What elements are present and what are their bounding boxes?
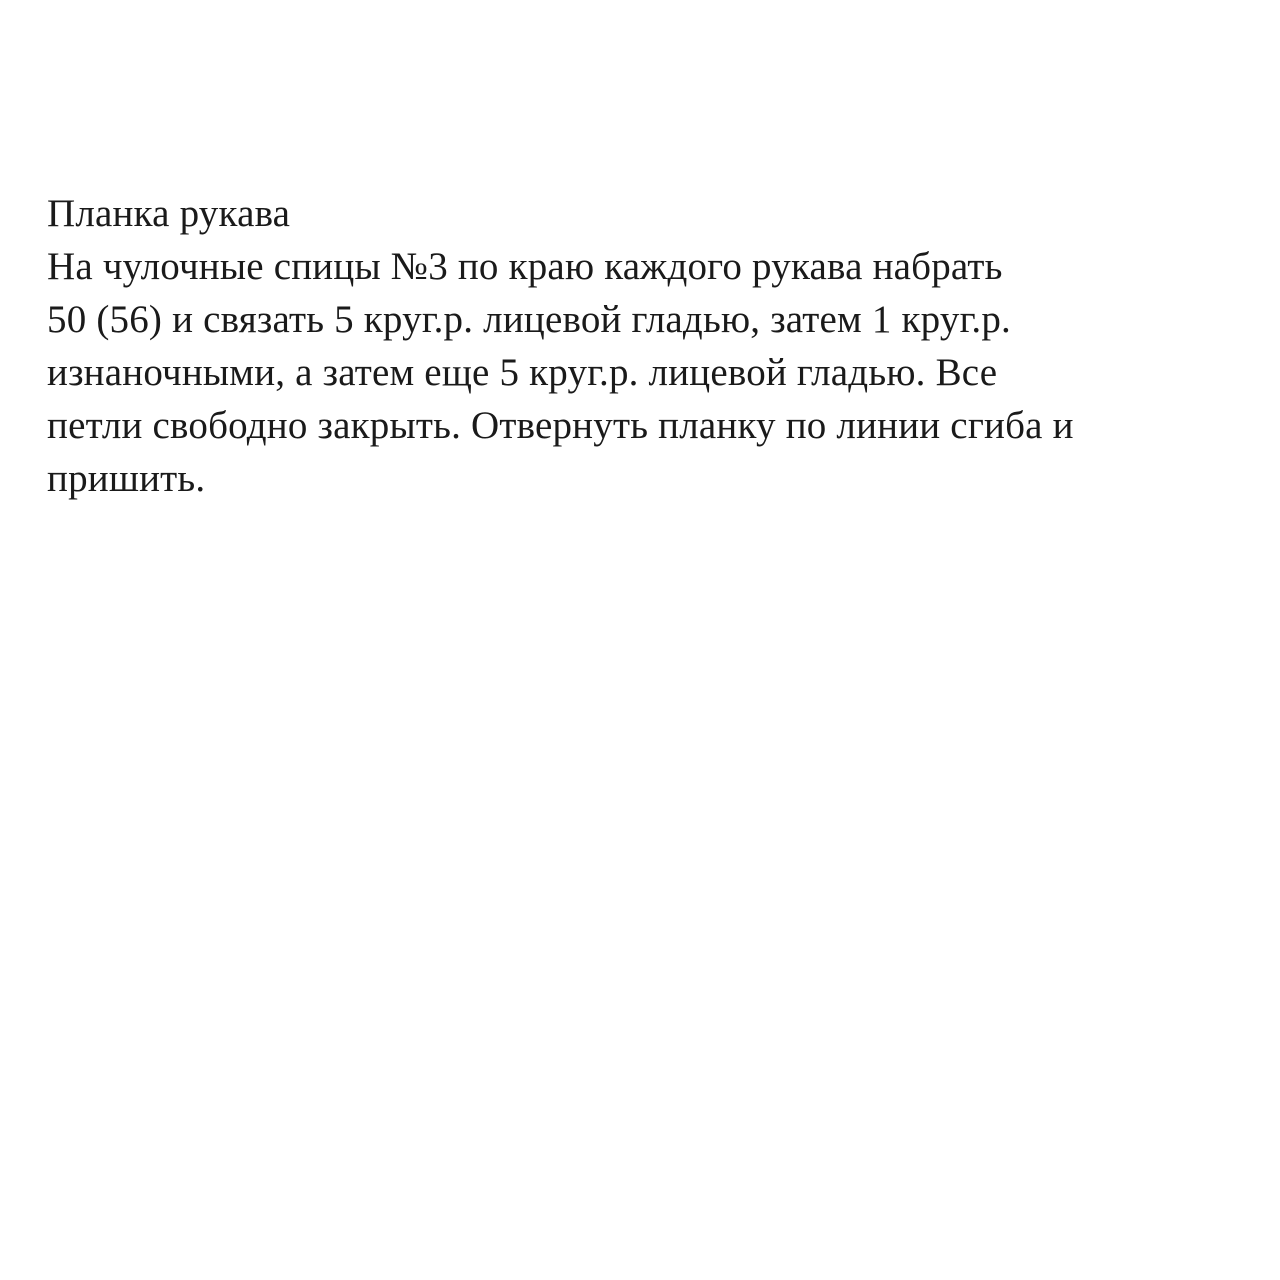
- text-line-4: петли свободно закрыть. Отвернуть планку по линии сгиба и: [47, 404, 1074, 447]
- text-line-2: 50 (56) и связать 5 круг.р. лицевой гладью, затем 1 круг.р.: [47, 298, 1011, 341]
- text-line-5: пришить.: [47, 457, 206, 500]
- section-title: Планка рукава: [47, 192, 291, 235]
- instruction-text-block: [47, 187, 1257, 505]
- text-line-3: изнаночными, а затем еще 5 круг.р. лицевой гладью. Все: [47, 351, 998, 394]
- text-line-1: На чулочные спицы №3 по краю каждого рукава набрать: [47, 245, 1003, 288]
